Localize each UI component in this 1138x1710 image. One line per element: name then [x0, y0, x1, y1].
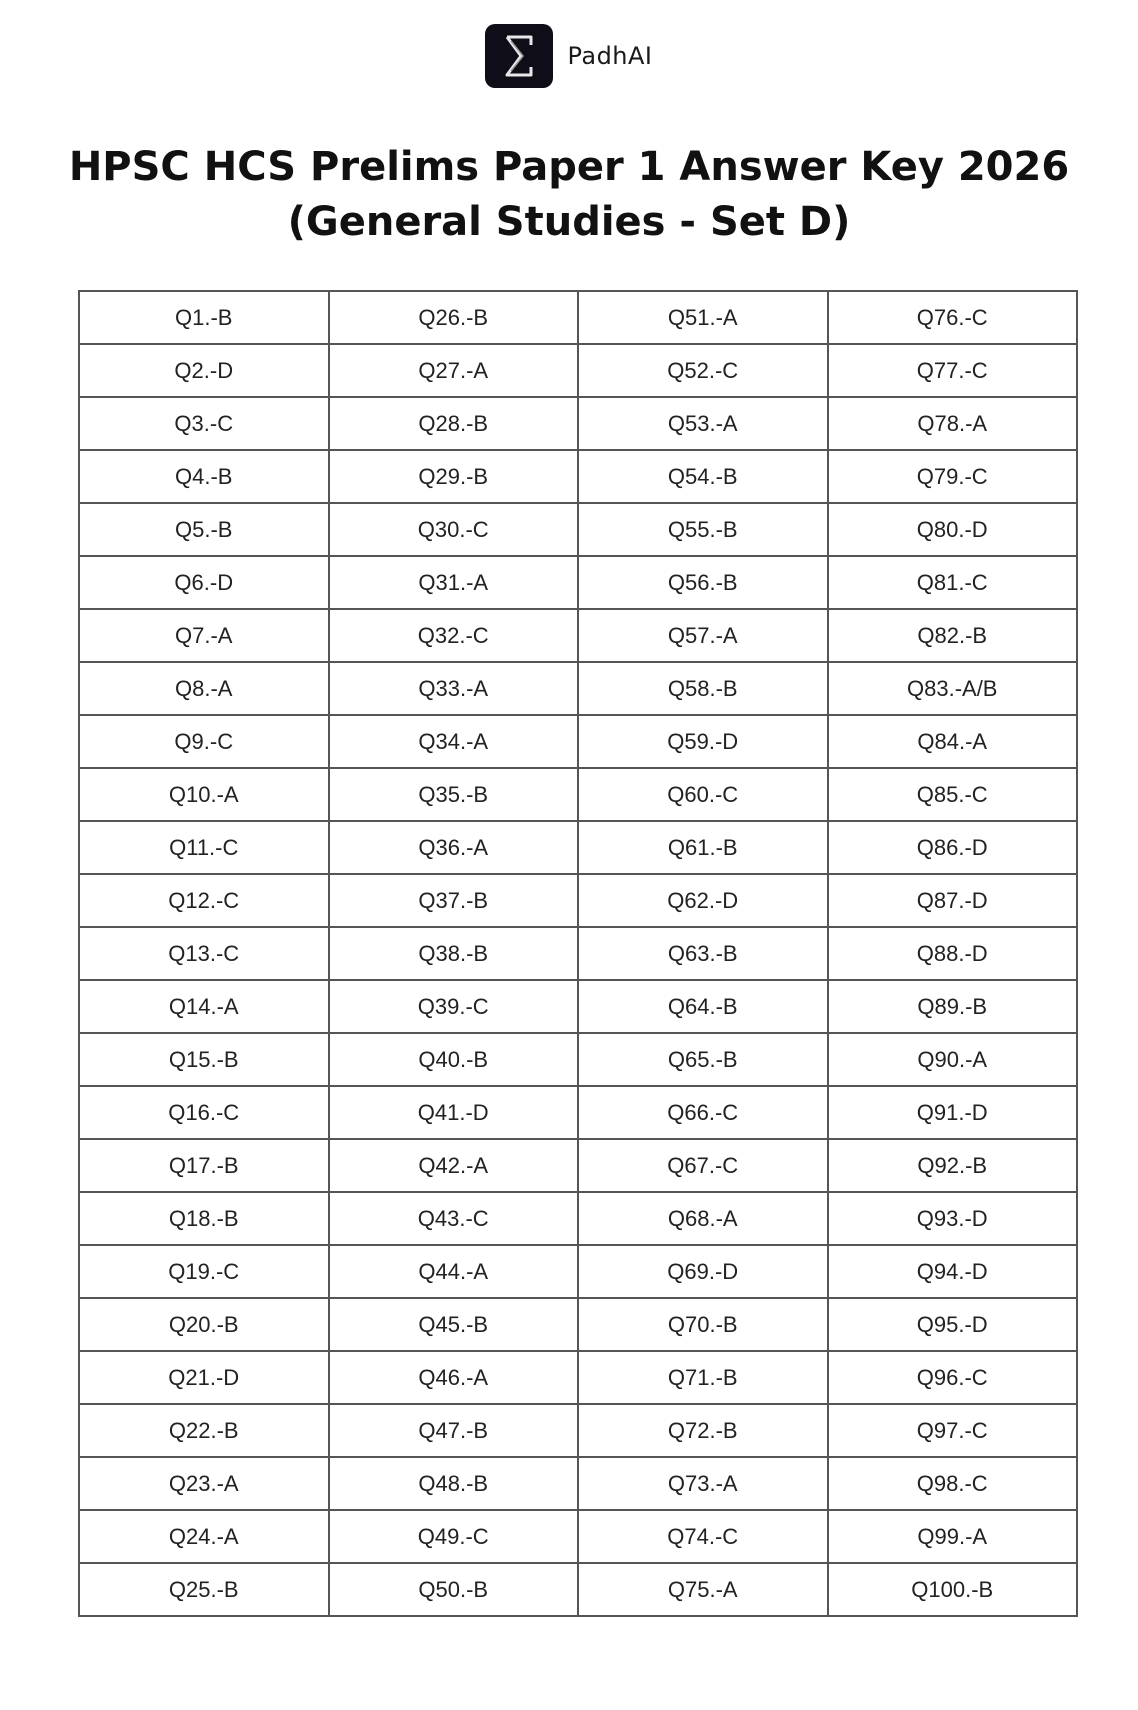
answer-cell: Q26.-B: [329, 291, 579, 344]
answer-cell: Q87.-D: [828, 874, 1078, 927]
answer-key-table: [78, 290, 1078, 1617]
title-line-1: HPSC HCS Prelims Paper 1 Answer Key 2026: [68, 144, 1070, 190]
answer-cell: Q43.-C: [329, 1192, 579, 1245]
answer-cell: Q66.-C: [578, 1086, 828, 1139]
answer-cell: Q98.-C: [828, 1457, 1078, 1510]
answer-cell: Q17.-B: [79, 1139, 329, 1192]
answer-cell: Q78.-A: [828, 397, 1078, 450]
answer-cell: Q58.-B: [578, 662, 828, 715]
answer-cell: Q41.-D: [329, 1086, 579, 1139]
answer-cell: Q77.-C: [828, 344, 1078, 397]
answer-cell: Q2.-D: [79, 344, 329, 397]
answer-cell: Q59.-D: [578, 715, 828, 768]
answer-cell: Q83.-A/B: [828, 662, 1078, 715]
answer-cell: Q92.-B: [828, 1139, 1078, 1192]
table-row: [79, 609, 1077, 662]
answer-cell: Q90.-A: [828, 1033, 1078, 1086]
answer-cell: Q56.-B: [578, 556, 828, 609]
answer-cell: Q91.-D: [828, 1086, 1078, 1139]
answer-cell: Q81.-C: [828, 556, 1078, 609]
table-row: [79, 1298, 1077, 1351]
answer-cell: Q71.-B: [578, 1351, 828, 1404]
answer-cell: Q38.-B: [329, 927, 579, 980]
table-row: [79, 1457, 1077, 1510]
answer-cell: Q24.-A: [79, 1510, 329, 1563]
table-row: [79, 768, 1077, 821]
table-row: [79, 874, 1077, 927]
answer-cell: Q82.-B: [828, 609, 1078, 662]
answer-cell: Q29.-B: [329, 450, 579, 503]
answer-cell: Q52.-C: [578, 344, 828, 397]
answer-cell: Q67.-C: [578, 1139, 828, 1192]
answer-cell: Q94.-D: [828, 1245, 1078, 1298]
answer-cell: Q11.-C: [79, 821, 329, 874]
answer-cell: Q10.-A: [79, 768, 329, 821]
table-row: [79, 450, 1077, 503]
answer-cell: Q21.-D: [79, 1351, 329, 1404]
answer-cell: Q3.-C: [79, 397, 329, 450]
answer-cell: Q27.-A: [329, 344, 579, 397]
answer-cell: Q18.-B: [79, 1192, 329, 1245]
answer-cell: Q70.-B: [578, 1298, 828, 1351]
answer-cell: Q95.-D: [828, 1298, 1078, 1351]
answer-cell: Q64.-B: [578, 980, 828, 1033]
answer-cell: Q75.-A: [578, 1563, 828, 1616]
answer-cell: Q93.-D: [828, 1192, 1078, 1245]
answer-cell: Q7.-A: [79, 609, 329, 662]
table-row: [79, 1351, 1077, 1404]
answer-cell: Q80.-D: [828, 503, 1078, 556]
answer-cell: Q57.-A: [578, 609, 828, 662]
answer-cell: Q88.-D: [828, 927, 1078, 980]
page-title: [0, 140, 1138, 250]
answer-cell: Q65.-B: [578, 1033, 828, 1086]
answer-cell: Q45.-B: [329, 1298, 579, 1351]
answer-cell: Q89.-B: [828, 980, 1078, 1033]
table-row: [79, 662, 1077, 715]
table-row: [79, 291, 1077, 344]
table-row: [79, 344, 1077, 397]
answer-cell: Q72.-B: [578, 1404, 828, 1457]
answer-cell: Q28.-B: [329, 397, 579, 450]
answer-cell: Q32.-C: [329, 609, 579, 662]
answer-cell: Q61.-B: [578, 821, 828, 874]
table-row: [79, 821, 1077, 874]
table-row: [79, 1086, 1077, 1139]
answer-cell: Q40.-B: [329, 1033, 579, 1086]
answer-cell: Q60.-C: [578, 768, 828, 821]
table-row: [79, 927, 1077, 980]
answer-cell: Q33.-A: [329, 662, 579, 715]
answer-cell: Q16.-C: [79, 1086, 329, 1139]
answer-cell: Q100.-B: [828, 1563, 1078, 1616]
answer-cell: Q31.-A: [329, 556, 579, 609]
answer-cell: Q22.-B: [79, 1404, 329, 1457]
table-row: [79, 1139, 1077, 1192]
answer-cell: Q46.-A: [329, 1351, 579, 1404]
sigma-book-icon: [485, 24, 553, 88]
answer-cell: Q49.-C: [329, 1510, 579, 1563]
answer-cell: Q54.-B: [578, 450, 828, 503]
answer-cell: Q84.-A: [828, 715, 1078, 768]
answer-cell: Q86.-D: [828, 821, 1078, 874]
answer-cell: Q5.-B: [79, 503, 329, 556]
brand-name: PadhAI: [567, 42, 653, 70]
table-row: [79, 556, 1077, 609]
answer-cell: Q36.-A: [329, 821, 579, 874]
answer-cell: Q79.-C: [828, 450, 1078, 503]
answer-cell: Q99.-A: [828, 1510, 1078, 1563]
answer-cell: Q44.-A: [329, 1245, 579, 1298]
answer-cell: Q34.-A: [329, 715, 579, 768]
answer-cell: Q13.-C: [79, 927, 329, 980]
answer-cell: Q69.-D: [578, 1245, 828, 1298]
answer-cell: Q25.-B: [79, 1563, 329, 1616]
answer-cell: Q51.-A: [578, 291, 828, 344]
table-row: [79, 715, 1077, 768]
answer-cell: Q1.-B: [79, 291, 329, 344]
answer-cell: Q6.-D: [79, 556, 329, 609]
table-row: [79, 980, 1077, 1033]
answer-cell: Q62.-D: [578, 874, 828, 927]
answer-cell: Q14.-A: [79, 980, 329, 1033]
answer-cell: Q15.-B: [79, 1033, 329, 1086]
answer-cell: Q63.-B: [578, 927, 828, 980]
answer-cell: Q37.-B: [329, 874, 579, 927]
answer-cell: Q23.-A: [79, 1457, 329, 1510]
table-row: [79, 1245, 1077, 1298]
answer-cell: Q68.-A: [578, 1192, 828, 1245]
answer-cell: Q97.-C: [828, 1404, 1078, 1457]
table-row: [79, 1563, 1077, 1616]
answer-cell: Q85.-C: [828, 768, 1078, 821]
answer-cell: Q42.-A: [329, 1139, 579, 1192]
answer-cell: Q47.-B: [329, 1404, 579, 1457]
answer-cell: Q4.-B: [79, 450, 329, 503]
table-row: [79, 1033, 1077, 1086]
brand-header: [0, 24, 1138, 88]
answer-cell: Q20.-B: [79, 1298, 329, 1351]
answer-cell: Q12.-C: [79, 874, 329, 927]
answer-cell: Q8.-A: [79, 662, 329, 715]
table-row: [79, 503, 1077, 556]
answer-cell: Q39.-C: [329, 980, 579, 1033]
answer-cell: Q19.-C: [79, 1245, 329, 1298]
answer-cell: Q74.-C: [578, 1510, 828, 1563]
answer-cell: Q53.-A: [578, 397, 828, 450]
answer-cell: Q30.-C: [329, 503, 579, 556]
table-row: [79, 1192, 1077, 1245]
answer-cell: Q76.-C: [828, 291, 1078, 344]
answer-cell: Q50.-B: [329, 1563, 579, 1616]
answer-cell: Q96.-C: [828, 1351, 1078, 1404]
answer-cell: Q73.-A: [578, 1457, 828, 1510]
answer-cell: Q48.-B: [329, 1457, 579, 1510]
answer-cell: Q55.-B: [578, 503, 828, 556]
title-line-2: (General Studies - Set D): [287, 199, 851, 245]
answer-cell: Q9.-C: [79, 715, 329, 768]
table-row: [79, 397, 1077, 450]
answer-cell: Q35.-B: [329, 768, 579, 821]
table-row: [79, 1510, 1077, 1563]
table-row: [79, 1404, 1077, 1457]
